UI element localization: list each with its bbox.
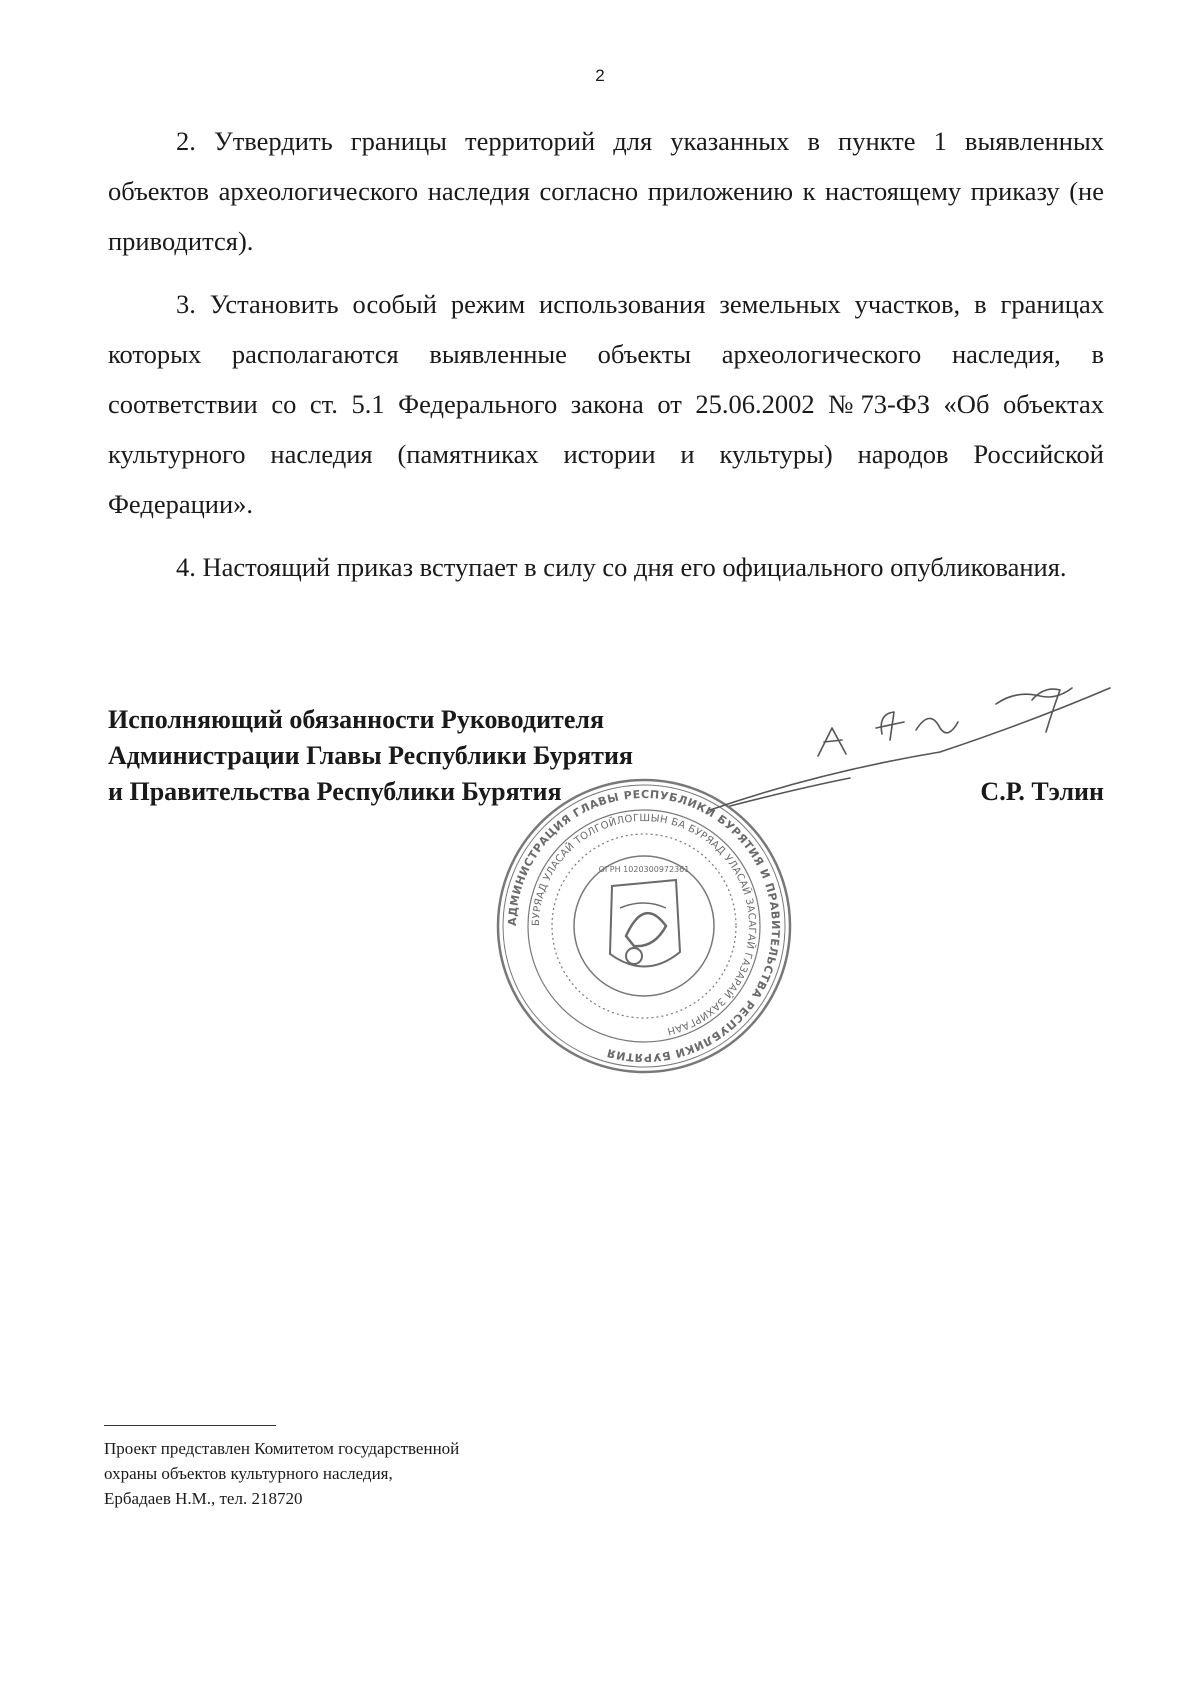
footnote bbox=[104, 1436, 459, 1511]
seal-outer-text: АДМИНИСТРАЦИЯ ГЛАВЫ РЕСПУБЛИКИ БУРЯТИЯ И ПРАВИТЕЛЬСТВА РЕСПУБЛИКИ БУРЯТИЯ bbox=[505, 787, 783, 1065]
document-body bbox=[108, 116, 1104, 605]
signatory-position-line: Исполняющий обязанности Руководителя bbox=[108, 705, 605, 734]
official-seal bbox=[494, 776, 794, 1076]
footnote-line: Ербадаев Н.М., тел. 218720 bbox=[104, 1489, 303, 1508]
signatory-position-line: и Правительства Республики Бурятия bbox=[108, 777, 562, 806]
footnote-line: Проект представлен Комитетом государственной bbox=[104, 1439, 460, 1458]
seal-ogrn: ОГРН 1020300972361 bbox=[598, 865, 690, 874]
signatory-position-line: Администрации Главы Республики Бурятия bbox=[108, 741, 633, 770]
paragraph-2: 2. Утвердить границы территорий для указанных в пункте 1 выявленных объектов археологического наследия согласно приложению к настоящему приказу (не приводится). bbox=[108, 126, 1104, 256]
coat-of-arms-icon bbox=[610, 880, 680, 967]
paragraph-3: 3. Установить особый режим использования земельных участков, в границах которых располагаются выявленные объекты археологического наследия, в соответствии со ст. 5.1 Федерального закона от 25.06.2002 №73-ФЗ «Об объектах культурного наследия (памятниках истории и культуры) народов Российской Федерации». bbox=[108, 289, 1104, 519]
page-number: 2 bbox=[595, 66, 605, 85]
footnote-line: охраны объектов культурного наследия, bbox=[104, 1464, 393, 1483]
seal-inner-text: БУРЯАД УЛАСАЙ ТОЛГОЙЛОГШЫН БА БУРЯАД УЛАСАЙ ЗАСАГАЙ ГАЗАРАЙ ЗАХИРГААН bbox=[530, 812, 758, 1037]
footnote-divider bbox=[104, 1425, 276, 1426]
signer-name: С.Р. Тэлин bbox=[980, 777, 1104, 806]
paragraph-4: 4. Настоящий приказ вступает в силу со дня его официального опубликования. bbox=[176, 552, 1067, 582]
